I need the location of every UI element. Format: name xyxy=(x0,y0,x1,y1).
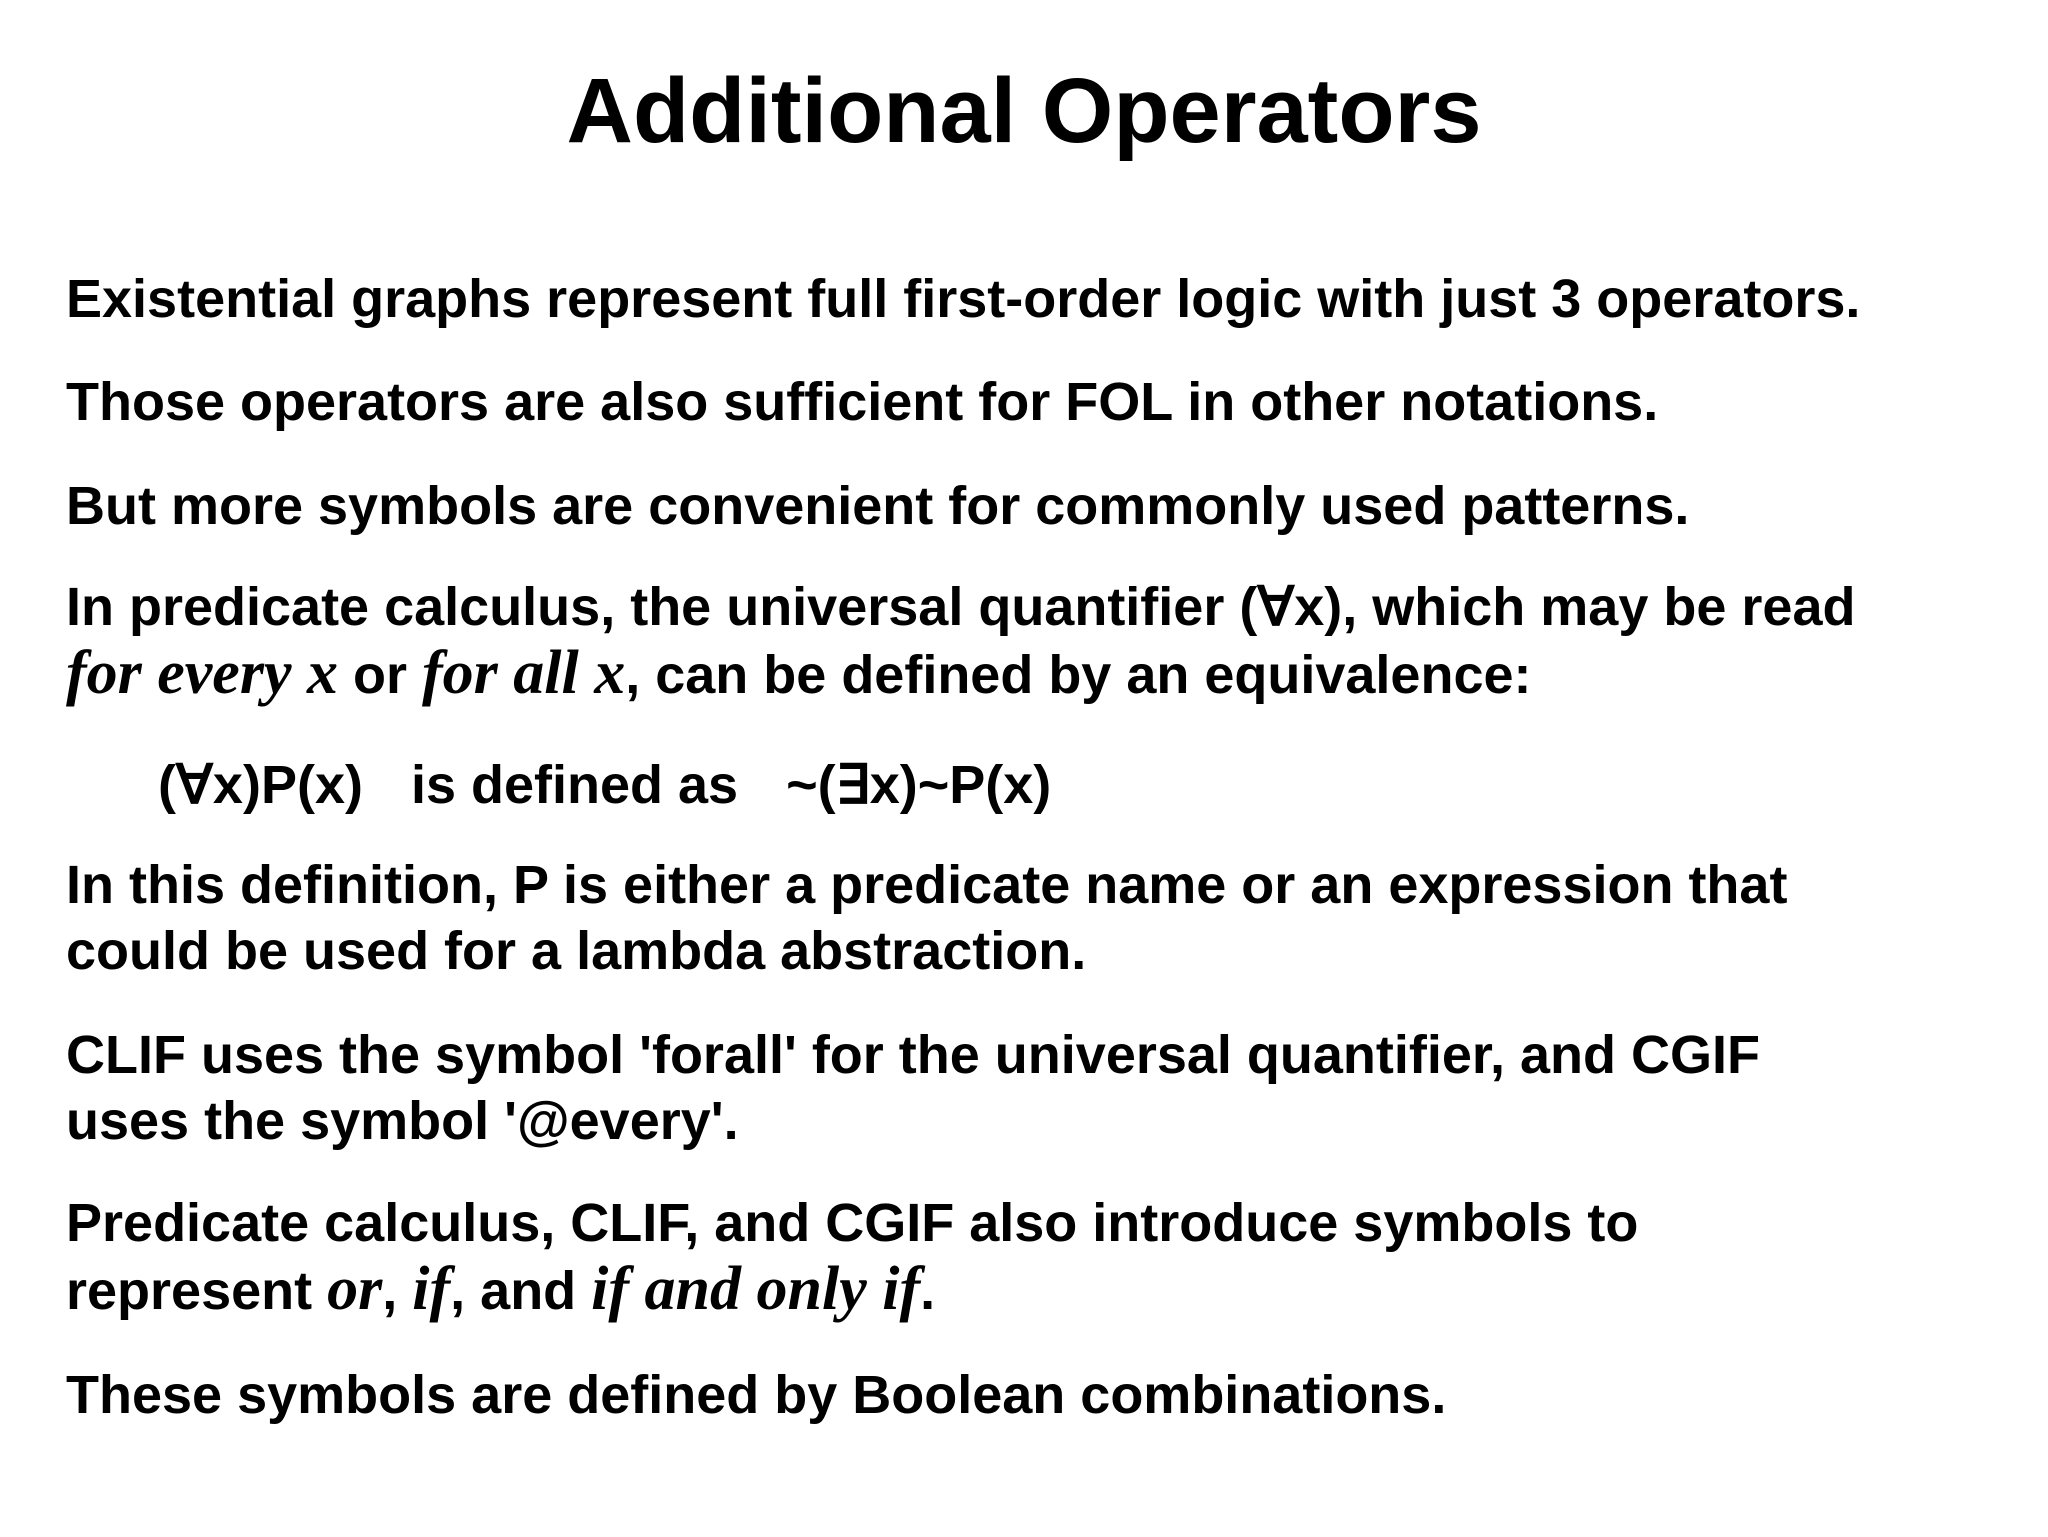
equivalence-rhs: ~(∃x)~P(x) xyxy=(786,755,1052,815)
italic-for-all-x: for all x xyxy=(422,639,626,707)
definition-line-2: could be used for a lambda abstraction. xyxy=(66,921,1087,981)
paragraph-definition-p xyxy=(66,852,2016,984)
clif-line-2: uses the symbol '@every'. xyxy=(66,1091,739,1151)
italic-for-every-x: for every x xyxy=(66,639,338,707)
italic-if-and-only-if: if and only if xyxy=(591,1255,921,1323)
clif-line-1: CLIF uses the symbol 'forall' for the universal quantifier, and CGIF xyxy=(66,1025,1760,1085)
text-defined-by-equivalence: , can be defined by an equivalence: xyxy=(625,645,1532,705)
slide-title: Additional Operators xyxy=(566,60,1482,162)
equivalence-lhs: (∀x)P(x) xyxy=(158,755,363,815)
paragraph-boolean-combinations: These symbols are defined by Boolean combinations. xyxy=(66,1365,1447,1425)
quantifier-line-1: In predicate calculus, the universal quantifier (∀x), which may be read xyxy=(66,577,1856,637)
symbols-line-1: Predicate calculus, CLIF, and CGIF also introduce symbols to xyxy=(66,1193,1639,1253)
text-period: . xyxy=(920,1261,936,1321)
text-or: or xyxy=(337,645,422,705)
italic-if: if xyxy=(412,1255,451,1323)
paragraph-clif-cgif xyxy=(66,1022,2016,1154)
paragraph-more-symbols: But more symbols are convenient for commonly used patterns. xyxy=(66,476,1690,536)
paragraph-operators-sufficient: Those operators are also sufficient for FOL in other notations. xyxy=(66,372,1659,432)
text-and: , and xyxy=(450,1261,592,1321)
text-comma: , xyxy=(382,1261,413,1321)
equivalence-definition xyxy=(158,752,2048,818)
equivalence-is-defined-as: is defined as xyxy=(410,755,739,815)
paragraph-universal-quantifier xyxy=(66,574,2016,708)
italic-or: or xyxy=(327,1255,383,1323)
definition-line-1: In this definition, P is either a predicate name or an expression that xyxy=(66,855,1788,915)
text-represent: represent xyxy=(66,1261,328,1321)
paragraph-introduce-symbols xyxy=(66,1190,2016,1324)
paragraph-existential-graphs: Existential graphs represent full first-order logic with just 3 operators. xyxy=(66,269,1861,329)
